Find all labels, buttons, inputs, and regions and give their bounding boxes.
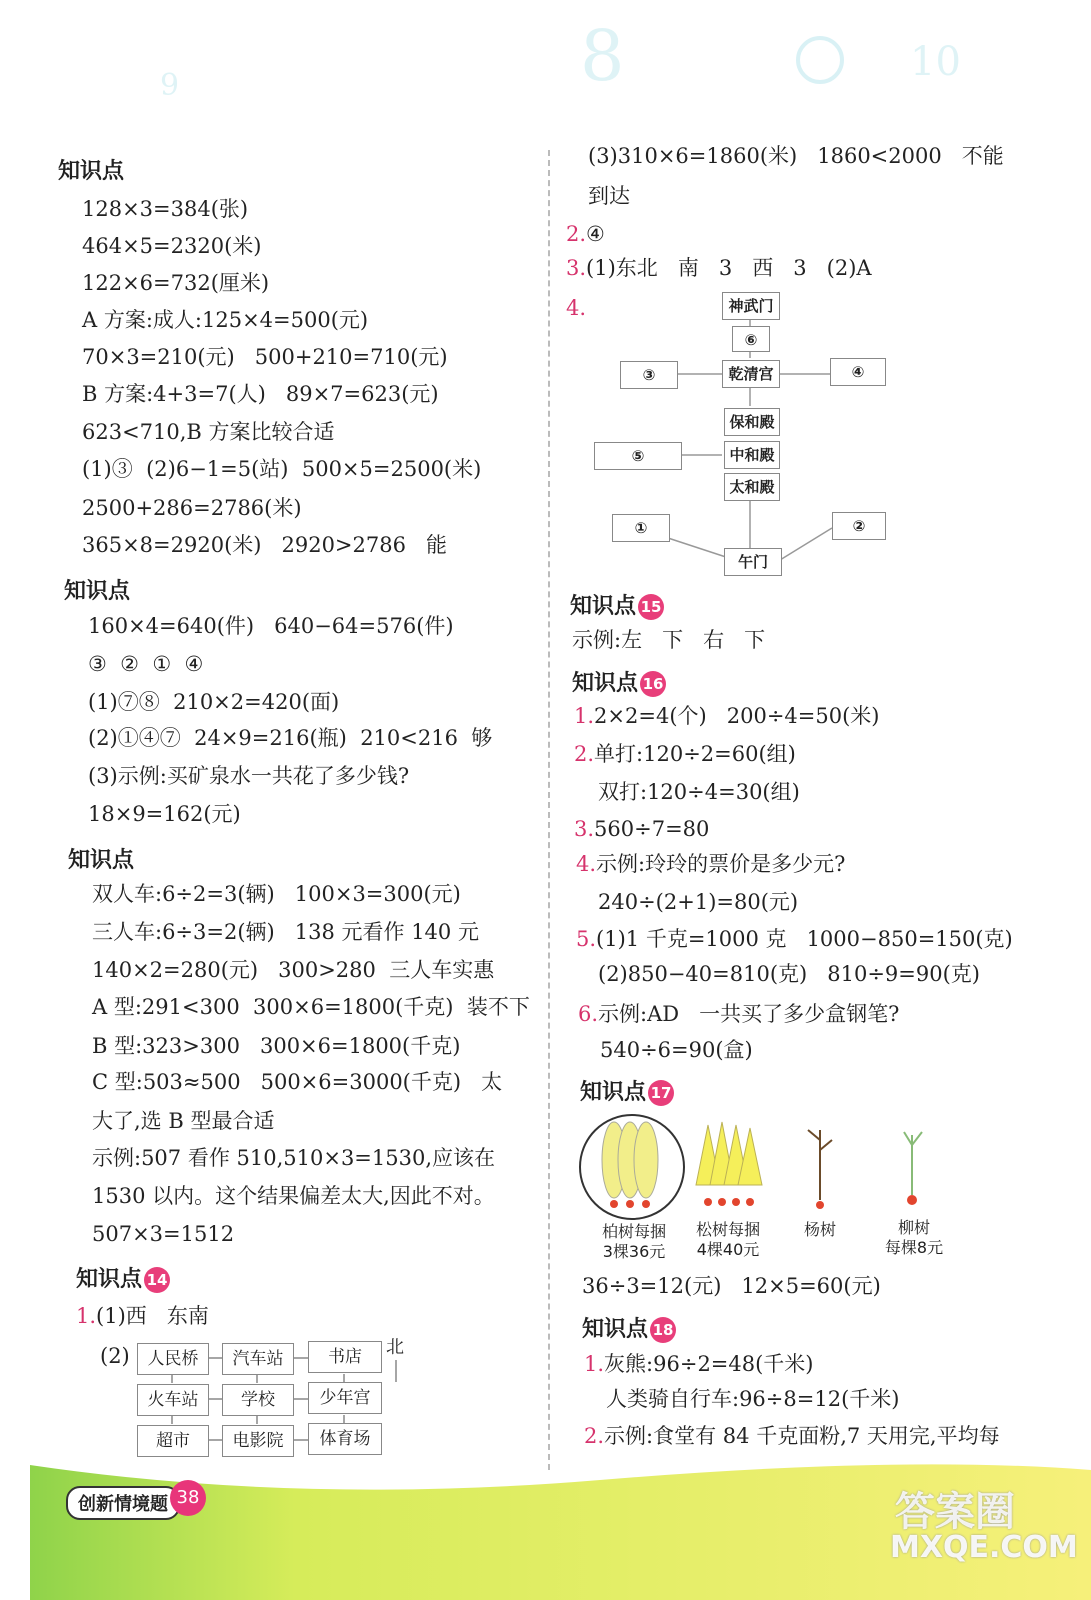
- answer-line: 3.(1)东北 南 3 西 3 (2)A: [566, 256, 872, 280]
- svg-text:8: 8: [580, 15, 625, 97]
- svg-text:10: 10: [910, 39, 961, 85]
- watermark-url: MXQE.COM: [890, 1530, 1078, 1565]
- answer-line: 1.2×2=4(个) 200÷4=50(米): [574, 704, 880, 728]
- section-heading: 知识点 17: [580, 1075, 674, 1106]
- section-heading: 知识点 14: [76, 1262, 170, 1293]
- section-heading: 知识点: [64, 579, 131, 604]
- tree-label-yang: 杨树: [803, 1220, 836, 1239]
- answer-line: B 型:323>300 300×6=1800(千克): [92, 1034, 461, 1058]
- section-heading: 知识点 16: [572, 666, 666, 697]
- footer-series-label: 创新情境题: [66, 1486, 180, 1520]
- answer-line: 3.560÷7=80: [574, 817, 710, 841]
- answer-line: 4.示例:玲玲的票价是多少元?: [576, 852, 846, 876]
- answer-line: (1)⑦⑧ 210×2=420(面): [88, 690, 340, 714]
- answer-line: 18×9=162(元): [88, 802, 241, 826]
- section-heading: 知识点: [68, 848, 135, 873]
- answer-line: 大了,选 B 型最合适: [92, 1109, 275, 1133]
- place-renminqiao: 人民桥: [137, 1343, 209, 1375]
- place-train-station: 火车站: [137, 1384, 209, 1416]
- section-number-badge: 17: [648, 1080, 674, 1106]
- answer-line: (2)①④⑦ 24×9=216(瓶) 210<216 够: [88, 726, 493, 750]
- answer-line: 示例:左 下 右 下: [572, 628, 766, 652]
- answer-line: C 型:503≈500 500×6=3000(千克) 太: [92, 1070, 503, 1094]
- answer-line: 540÷6=90(盒): [600, 1038, 753, 1062]
- section-number-badge: 18: [650, 1317, 676, 1343]
- answer-line: 623<710,B 方案比较合适: [82, 420, 335, 444]
- north-label: 北: [386, 1337, 404, 1358]
- place-supermarket: 超市: [137, 1425, 209, 1457]
- answer-line: ③ ② ① ④: [88, 652, 204, 676]
- answer-line: 1.(1)西 东南: [76, 1304, 209, 1328]
- map-slot-3: ③: [620, 361, 678, 389]
- answer-line: A 型:291<300 300×6=1800(千克) 装不下: [92, 995, 530, 1019]
- answer-line: 140×2=280(元) 300>280 三人车实惠: [92, 958, 495, 982]
- answer-line: 128×3=384(张): [82, 197, 249, 221]
- answer-line: (3)示例:买矿泉水一共花了多少钱?: [88, 764, 410, 788]
- section-heading: 知识点 15: [570, 589, 664, 620]
- answer-line: (3)310×6=1860(米) 1860<2000 不能: [588, 144, 1004, 168]
- answer-line: 2500+286=2786(米): [82, 496, 302, 520]
- answer-line: 1.灰熊:96÷2=48(千米): [584, 1352, 814, 1376]
- svg-text:9: 9: [160, 68, 180, 103]
- watermark-logo: 答案圈: [895, 1489, 1015, 1535]
- answer-line: 36÷3=12(元) 12×5=60(元): [582, 1274, 881, 1298]
- map-slot-6: ⑥: [732, 326, 770, 352]
- map-baohedian: 保和殿: [724, 408, 780, 436]
- answer-line: 464×5=2320(米): [82, 234, 262, 258]
- answer-line: 示例:507 看作 510,510×3=1530,应该在: [92, 1146, 496, 1170]
- answer-line: 人类骑自行车:96÷8=12(千米): [606, 1387, 900, 1411]
- answer-line: 70×3=210(元) 500+210=710(元): [82, 345, 448, 369]
- answer-line: 122×6=732(厘米): [82, 271, 270, 295]
- map-slot-5: ⑤: [594, 442, 682, 470]
- answer-line: 2.单打:120÷2=60(组): [574, 742, 796, 766]
- answer-line: (2)850−40=810(克) 810÷9=90(克): [598, 962, 980, 986]
- map-qianqinggong: 乾清宫: [722, 360, 780, 388]
- map-slot-4: ④: [830, 358, 886, 386]
- tree-label-song: 松树每捆 4棵40元: [695, 1220, 760, 1259]
- answer-line: 双人车:6÷2=3(辆) 100×3=300(元): [92, 882, 461, 906]
- map-slot-1: ①: [612, 514, 670, 542]
- place-bookstore: 书店: [308, 1341, 382, 1373]
- section-number-badge: 15: [638, 594, 664, 620]
- map-wumen: 午门: [724, 548, 782, 576]
- section-number-badge: 16: [640, 671, 666, 697]
- answer-line: 507×3=1512: [92, 1222, 235, 1246]
- place-school: 学校: [222, 1384, 294, 1416]
- answer-line: 365×8=2920(米) 2920>2786 能: [82, 533, 447, 557]
- answer-line: A 方案:成人:125×4=500(元): [82, 308, 369, 332]
- section-number-badge: 14: [144, 1267, 170, 1293]
- place-stadium: 体育场: [308, 1423, 382, 1455]
- answer-line: 1530 以内。这个结果偏差太大,因此不对。: [92, 1184, 495, 1208]
- answer-line: 160×4=640(件) 640−64=576(件): [88, 614, 454, 638]
- answer-line: 5.(1)1 千克=1000 克 1000−850=150(克): [576, 927, 1013, 951]
- answer-line: (2): [100, 1344, 130, 1368]
- page-number: 38: [170, 1480, 206, 1516]
- section-heading: 知识点 18: [582, 1312, 676, 1343]
- answer-line: 三人车:6÷3=2(辆) 138 元看作 140 元: [92, 920, 479, 944]
- answer-line: 双打:120÷4=30(组): [598, 780, 800, 804]
- place-bus-station: 汽车站: [222, 1343, 294, 1375]
- answer-line: 4.: [566, 296, 587, 320]
- place-youth-palace: 少年宫: [308, 1382, 382, 1414]
- answer-line: 240÷(2+1)=80(元): [598, 890, 799, 914]
- place-cinema: 电影院: [222, 1425, 294, 1457]
- tree-label-liu: 柳树 每棵8元: [884, 1218, 944, 1257]
- tree-label-bai: 柏树每捆 3棵36元: [601, 1222, 666, 1261]
- map-taihedian: 太和殿: [724, 473, 780, 501]
- map-slot-2: ②: [832, 512, 886, 540]
- map-shenwumen: 神武门: [722, 292, 780, 320]
- answer-line: B 方案:4+3=7(人) 89×7=623(元): [82, 382, 439, 406]
- map-zhonghedian: 中和殿: [724, 441, 780, 469]
- answer-line: 6.示例:AD 一共买了多少盒钢笔?: [578, 1002, 900, 1026]
- answer-line: 2.④: [566, 222, 605, 246]
- answer-line: (1)③ (2)6−1=5(站) 500×5=2500(米): [82, 457, 482, 481]
- answer-line: 2.示例:食堂有 84 千克面粉,7 天用完,平均每: [584, 1424, 1000, 1448]
- section-heading: 知识点: [58, 159, 125, 184]
- answer-line: 到达: [588, 184, 630, 208]
